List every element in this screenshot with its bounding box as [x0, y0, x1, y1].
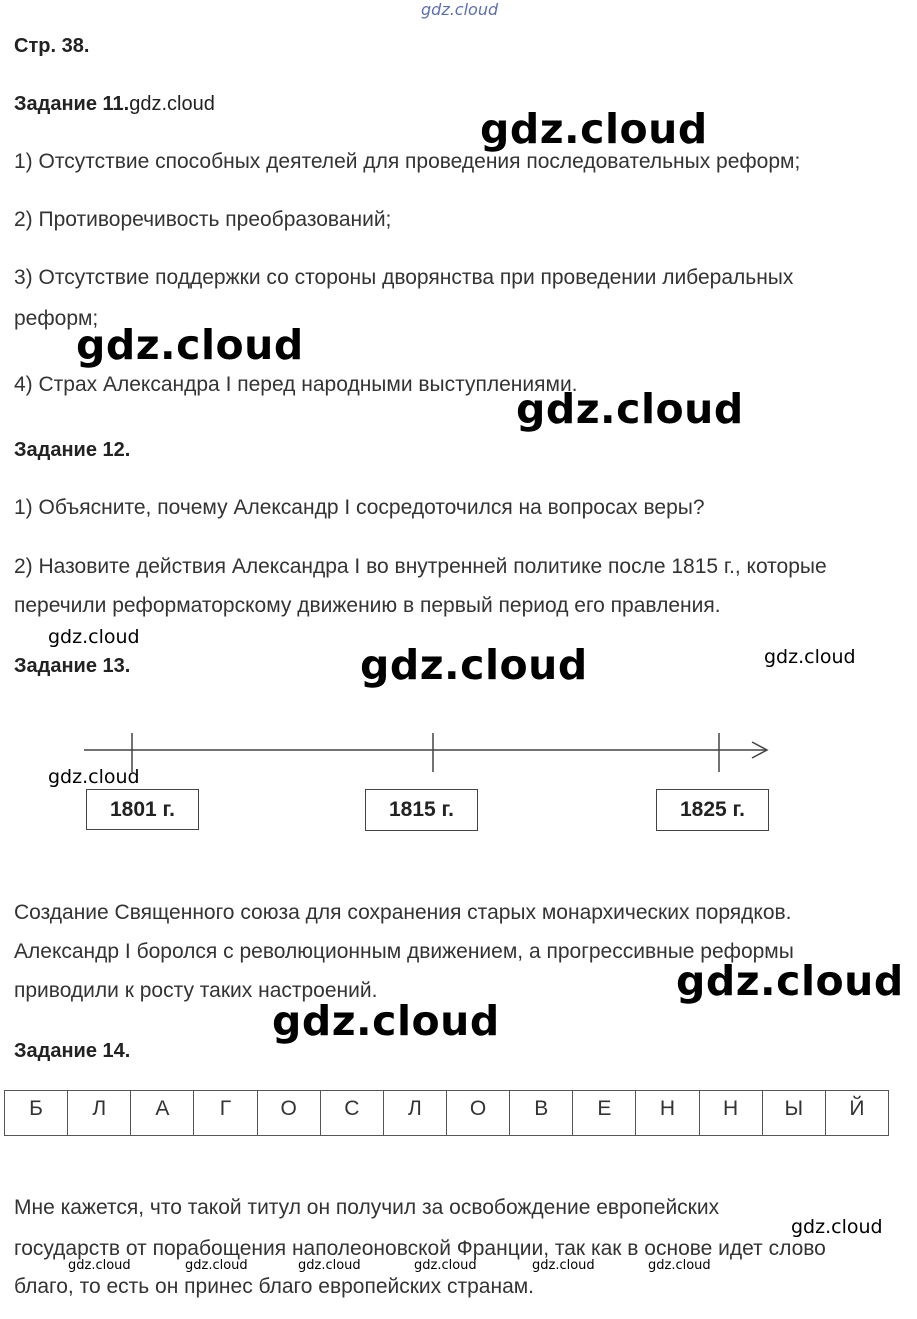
task13-line-1: Создание Священного союза для сохранения старых монархических порядков. [14, 901, 792, 924]
letter-cell: Л [383, 1091, 446, 1136]
year-box-1801: 1801 г. [86, 789, 199, 830]
task12-heading: Задание 12. [14, 439, 131, 461]
letter-cell: Ы [762, 1091, 825, 1136]
year-box-1825: 1825 г. [656, 789, 769, 831]
task11-line-4: реформ; [14, 307, 99, 330]
watermark-small: gdz.cloud [48, 766, 140, 788]
letter-cell: Л [68, 1091, 131, 1136]
watermark-tiny: gdz.cloud [185, 1258, 248, 1273]
watermark-tiny: gdz.cloud [298, 1258, 361, 1273]
task11-line-2: 2) Противоречивость преобразований; [14, 208, 392, 231]
task12-line-3: перечили реформаторскому движению в первый период его правления. [14, 594, 721, 617]
letter-cell: О [446, 1091, 509, 1136]
letter-cell: Е [573, 1091, 636, 1136]
watermark-large: gdz.cloud [516, 385, 744, 433]
letter-cell: Г [194, 1091, 257, 1136]
letter-cell: Н [636, 1091, 699, 1136]
task11-line-1: 1) Отсутствие способных деятелей для проведения последовательных реформ; [14, 150, 801, 173]
letter-cell: Н [699, 1091, 762, 1136]
task14-line-3: благо, то есть он принес благо европейских странам. [14, 1275, 535, 1298]
watermark-large: gdz.cloud [272, 997, 500, 1045]
timeline [0, 720, 917, 850]
letter-cell: В [510, 1091, 573, 1136]
letter-cell: Б [5, 1091, 68, 1136]
watermark-tiny: gdz.cloud [648, 1258, 711, 1273]
task11-line-5: 4) Страх Александра I перед народными выступлениями. [14, 373, 578, 396]
year-box-1815: 1815 г. [365, 789, 478, 831]
letter-cell: С [320, 1091, 383, 1136]
watermark-large: gdz.cloud [360, 641, 588, 689]
task12-line-2: 2) Назовите действия Александра I во внутренней политике после 1815 г., которые [14, 555, 827, 578]
watermark-large: gdz.cloud [76, 321, 304, 369]
task14-heading: Задание 14. [14, 1040, 131, 1062]
task12-line-1: 1) Объясните, почему Александр I сосредоточился на вопросах веры? [14, 496, 705, 519]
watermark-small: gdz.cloud [791, 1216, 883, 1238]
task13-line-2: Александр I боролся с революционным движением, а прогрессивные реформы [14, 940, 794, 963]
watermark-top: gdz.cloud [421, 0, 499, 19]
task13-heading: Задание 13. [14, 655, 131, 677]
watermark-large: gdz.cloud [480, 105, 708, 153]
page-ref: Стр. 38. [14, 35, 90, 57]
watermark-small: gdz.cloud [764, 646, 856, 668]
letter-cell: О [257, 1091, 320, 1136]
letter-cell: Й [825, 1091, 888, 1136]
task14-line-2: государств от порабощения наполеоновской Франции, так как в основе идет слово [14, 1237, 826, 1260]
watermark-tiny: gdz.cloud [68, 1258, 131, 1273]
watermark-tiny: gdz.cloud [414, 1258, 477, 1273]
watermark-tiny: gdz.cloud [532, 1258, 595, 1273]
watermark-inline: gdz.cloud [129, 93, 215, 115]
letters-table [4, 1090, 889, 1136]
letter-cell: А [131, 1091, 194, 1136]
watermark-small: gdz.cloud [48, 626, 140, 648]
task11-heading: Задание 11.gdz.cloud [14, 93, 215, 115]
watermark-large: gdz.cloud [676, 957, 904, 1005]
task11-line-3: 3) Отсутствие поддержки со стороны дворянства при проведении либеральных [14, 266, 794, 289]
task14-line-1: Мне кажется, что такой титул он получил за освобождение европейских [14, 1196, 720, 1219]
task13-line-3: приводили к росту таких настроений. [14, 979, 378, 1002]
